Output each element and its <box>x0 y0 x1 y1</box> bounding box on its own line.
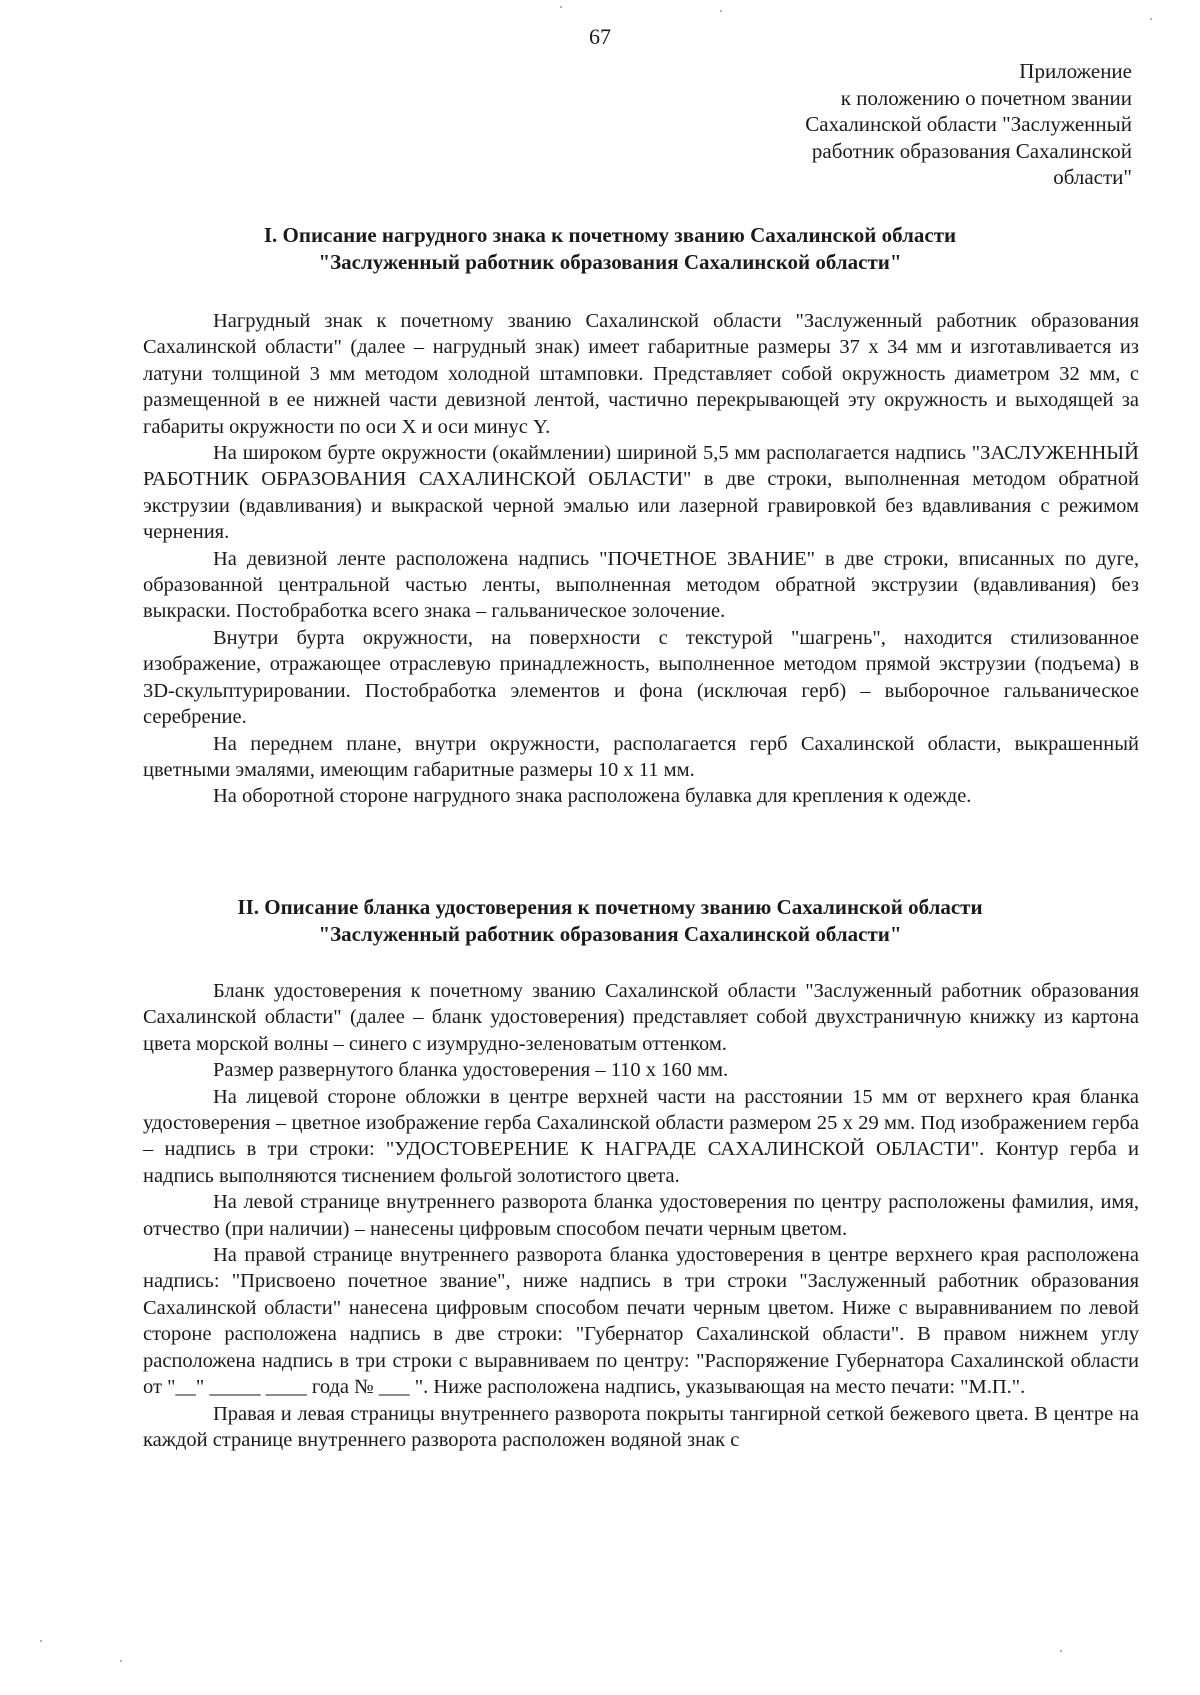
appendix-line: к положению о почетном звании <box>840 85 1132 110</box>
heading-line: I. Описание нагрудного знака к почетному званию Сахалинской области <box>263 223 957 247</box>
appendix-line: Сахалинской области "Заслуженный <box>805 112 1132 136</box>
paragraph: На переднем плане, внутри окружности, располагается герб Сахалинской области, выкрашенный цветными эмалями, имеющим габаритные размеры 10 х 11 мм. <box>143 732 1139 781</box>
scan-speck <box>560 6 562 8</box>
paragraph: Размер развернутого бланка удостоверения – 110 х 160 мм. <box>213 1059 729 1082</box>
scan-speck <box>720 10 722 12</box>
section-2-heading <box>140 894 1080 948</box>
paragraph: На широком бурте окружности (окаймлении) шириной 5,5 мм располагается надпись "ЗАСЛУЖЕННЫЙ РАБОТНИК ОБРАЗОВАНИЯ САХАЛИНСКОЙ ОБЛАСТИ" в две строки, выполненная методом обратной экструзии (вдавливания) и выкраской черной эмалью или лазерной гравировкой без вдавливания с режимом чернения. <box>143 442 1139 544</box>
scan-speck <box>1150 18 1152 20</box>
heading-line: II. Описание бланка удостоверения к почетному званию Сахалинской области <box>237 895 983 919</box>
scan-speck <box>40 1640 42 1642</box>
appendix-note <box>712 58 1132 191</box>
appendix-line: области" <box>1053 165 1132 189</box>
paragraph: На девизной ленте расположена надпись "ПОЧЕТНОЕ ЗВАНИЕ" в две строки, вписанных по дуге, образованной центральной частью ленты, выполненная методом обратной экструзии (вдавливания) без выкраски. Постобработка всего знака – гальваническое золочение. <box>143 547 1139 623</box>
section-2-body <box>143 978 1139 1453</box>
paragraph: Нагрудный знак к почетному званию Сахалинской области "Заслуженный работник образования Сахалинской области" (далее – нагрудный знак) имеет габаритные размеры 37 х 34 мм и изготавливается из латуни толщиной 3 мм методом холодной штамповки. Представляет собой окружность диаметром 32 мм, с размещенной в ее нижней части девизной лентой, частично перекрывающей эту окружность и выходящей за габариты окружности по оси Х и оси минус Y. <box>143 310 1139 438</box>
scan-speck <box>120 1660 122 1662</box>
page-number: 67 <box>589 24 611 49</box>
section-1-body <box>143 308 1139 810</box>
paragraph: Бланк удостоверения к почетному званию Сахалинской области "Заслуженный работник образования Сахалинской области" (далее – бланк удостоверения) представляет собой двухстраничную книжку из картона цвета морской волны – синего с изумрудно-зеленоватым оттенком. <box>143 980 1139 1055</box>
section-1-heading <box>140 222 1080 276</box>
paragraph: Правая и левая страницы внутреннего разворота покрыты тангирной сеткой бежевого цвета. В центре на каждой странице внутреннего разворота расположен водяной знак с <box>143 1402 1139 1451</box>
paragraph: На правой странице внутреннего разворота бланка удостоверения в центре верхнего края расположена надпись: "Присвоено почетное звание", ниже надпись в три строки "Заслуженный работник образования Сахалинской области" нанесена цифровым способом печати черным цветом. Ниже с выравниванием по левой стороне расположена надпись в две строки: "Губернатор Сахалинской области". В правом нижнем углу расположена надпись в три строки с выравниваем по центру: "Распоряжение Губернатора Сахалинской области от "__" _____ ____ года № ___ ". Ниже расположена надпись, указывающая на место печати: "М.П.". <box>143 1244 1139 1399</box>
heading-line: "Заслуженный работник образования Сахалинской области" <box>318 922 902 946</box>
scan-speck <box>1060 1650 1062 1652</box>
appendix-line: Приложение <box>1019 59 1132 83</box>
paragraph: На левой странице внутреннего разворота бланка удостоверения по центру расположены фамилия, имя, отчество (при наличии) – нанесены цифровым способом печати черным цветом. <box>143 1191 1139 1240</box>
appendix-line: работник образования Сахалинской <box>811 138 1132 163</box>
paragraph: Внутри бурта окружности, на поверхности с текстурой "шагрень", находится стилизованное изображение, отражающее отраслевую принадлежность, выполненное методом прямой экструзии (подъема) в 3D-скульптурировании. Постобработка элементов и фона (исключая герб) – выборочное гальваническое серебрение. <box>143 626 1139 729</box>
paragraph: На оборотной стороне нагрудного знака расположена булавка для крепления к одежде. <box>213 785 972 808</box>
paragraph: На лицевой стороне обложки в центре верхней части на расстоянии 15 мм от верхнего края бланка удостоверения – цветное изображение герба Сахалинской области размером 25 х 29 мм. Под изображением герба – надпись в три строки: "УДОСТОВЕРЕНИЕ К НАГРАДЕ САХАЛИНСКОЙ ОБЛАСТИ". Контур герба и надпись выполняются тиснением фольгой золотистого цвета. <box>143 1085 1139 1187</box>
heading-line: "Заслуженный работник образования Сахалинской области" <box>318 250 902 274</box>
